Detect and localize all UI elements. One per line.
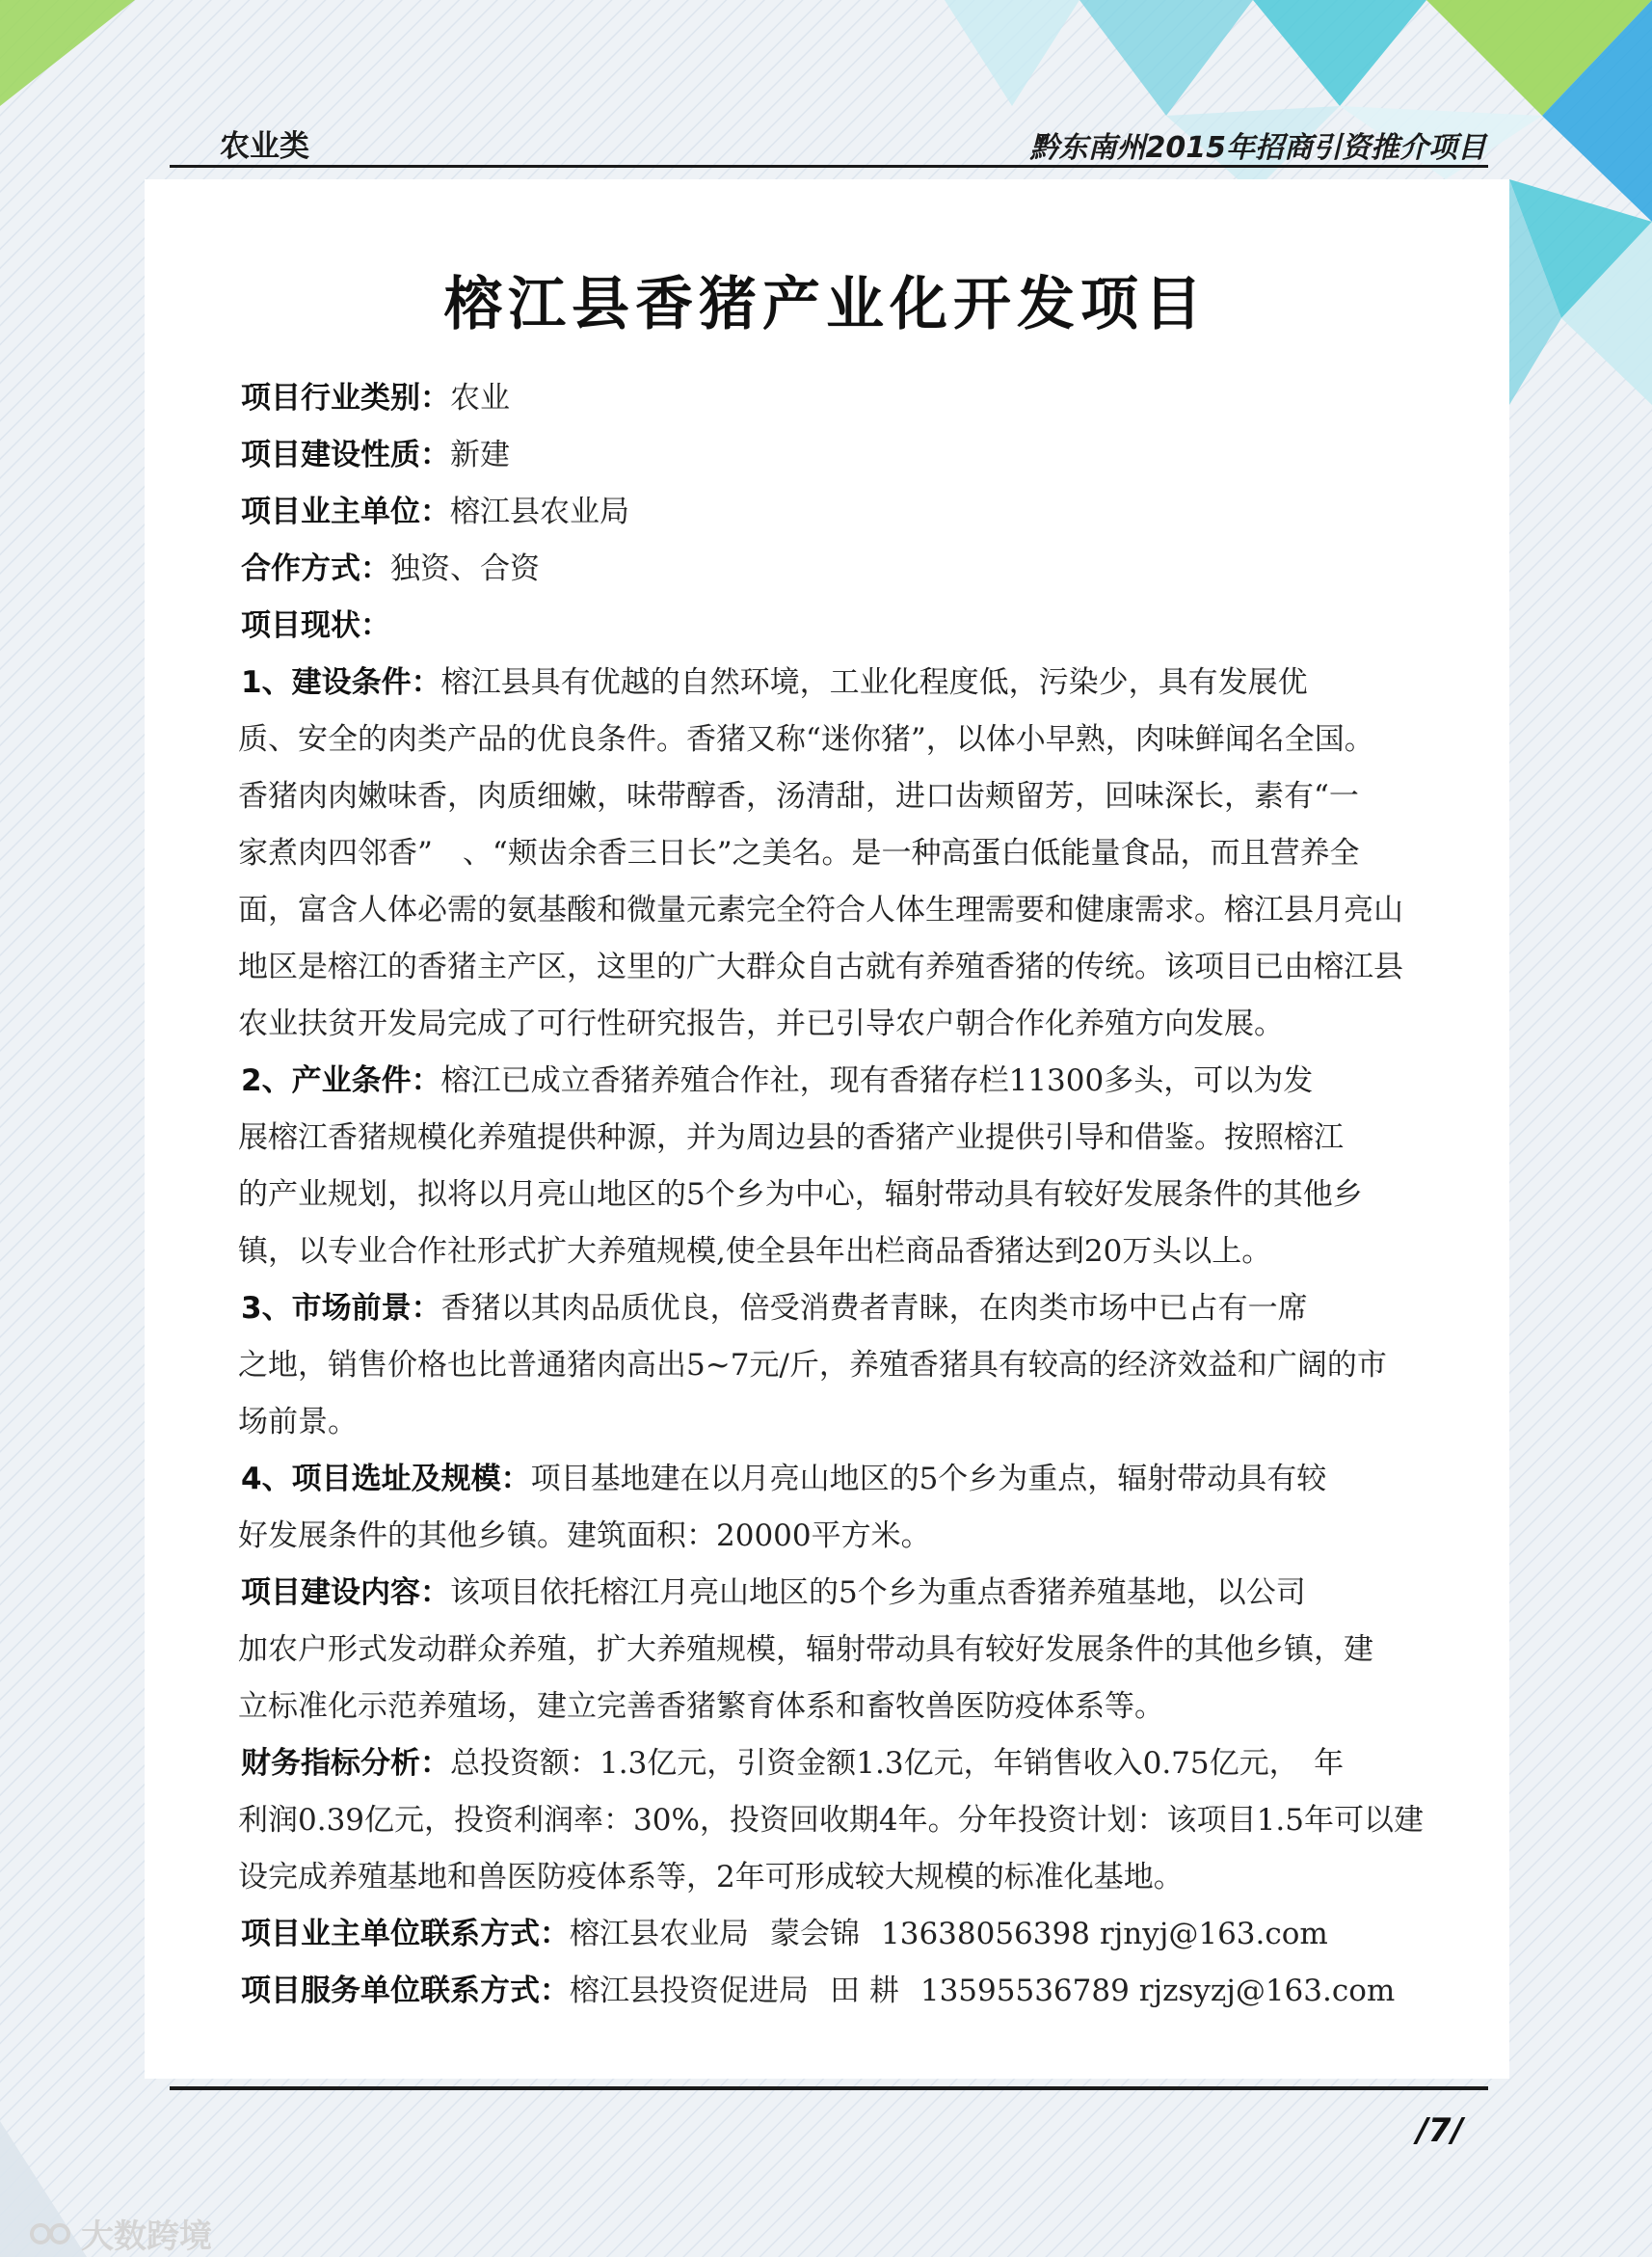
contact-owner: 项目业主单位联系方式：榕江县农业局 蒙会锦 13638056398 rjnyj@163.com bbox=[241, 1917, 1328, 1951]
section-industry-conditions: 2、产业条件：榕江已成立香猪养殖合作社，现有香猪存栏11300多头，可以为发 展榕江香猪规模化养殖提供种源，并为周边县的香猪产业提供引导和借鉴。按照榕江 的产业规划，拟将以月亮山地区的5个乡为中心，辐射带动具有较好发展条件的其他乡 镇，以专业合作社形式扩大养殖规模,使全县年出栏商品香猪达到20万头以上。 bbox=[238, 1063, 1363, 1269]
header-category: 农业类 bbox=[220, 129, 309, 164]
header-publication: 黔东南州2015年招商引资推介项目 bbox=[1029, 131, 1486, 165]
field-cooperation: 合作方式：独资、合资 bbox=[241, 551, 540, 586]
footer-rule bbox=[170, 2086, 1488, 2090]
watermark bbox=[29, 2210, 212, 2257]
email-link[interactable]: rjnyj@163.com bbox=[1099, 1917, 1328, 1951]
section-financial-analysis: 财务指标分析：总投资额：1.3亿元，引资金额1.3亿元，年销售收入0.75亿元， 年 利润0.39亿元，投资利润率：30%，投资回收期4年。分年投资计划：该项目1.5年可以建 设完成养殖基地和兽医防疫体系等，2年可形成较大规模的标准化基地。 bbox=[238, 1746, 1424, 1894]
field-owner: 项目业主单位：榕江县农业局 bbox=[241, 495, 629, 529]
document-body bbox=[238, 370, 1482, 2020]
field-nature: 项目建设性质：新建 bbox=[241, 438, 510, 472]
section-construction-content: 项目建设内容：该项目依托榕江月亮山地区的5个乡为重点香猪养殖基地，以公司 加农户形式发动群众养殖，扩大养殖规模，辐射带动具有较好发展条件的其他乡镇，建 立标准化示范养殖场，建立完善香猪繁育体系和畜牧兽医防疫体系等。 bbox=[238, 1575, 1373, 1724]
page-title: 榕江县香猪产业化开发项目 bbox=[444, 271, 1208, 338]
field-status: 项目现状： bbox=[241, 608, 390, 643]
section-construction-conditions: 1、建设条件：榕江县具有优越的自然环境，工业化程度低，污染少，具有发展优 质、安全的肉类产品的优良条件。香猪又称“迷你猪”，以体小早熟，肉味鲜闻名全国。 香猪肉肉嫩味香，肉质细嫩，味带醇香，汤清甜，进口齿颊留芳，回味深长，素有“一 家煮肉四邻香” 、“颊齿余香三日长”之美名。是一种高蛋白低能量食品，而且营养全 面，富含人体必需的氨基酸和微量元素完全符合人体生理需要和健康需求。榕江县月亮山 地区是榕江的香猪主产区，这里的广大群众自古就有养殖香猪的传统。该项目已由榕江县 农业扶贫开发局完成了可行性研究报告，并已引导农户朝合作化养殖方向发展。 bbox=[238, 665, 1403, 1041]
watermark-logo-icon bbox=[29, 2217, 73, 2250]
contact-service: 项目服务单位联系方式：榕江县投资促进局 田 耕 13595536789 rjzsyzj@163.com bbox=[241, 1974, 1396, 2008]
header-rule bbox=[170, 165, 1488, 168]
watermark-text: 大数跨境 bbox=[81, 2217, 212, 2256]
page-number: /7/ bbox=[1416, 2111, 1463, 2150]
section-market-prospect: 3、市场前景：香猪以其肉品质优良，倍受消费者青睐，在肉类市场中已占有一席 之地，销售价格也比普通猪肉高出5~7元/斤，养殖香猪具有较高的经济效益和广阔的市 场前景。 bbox=[238, 1291, 1387, 1439]
section-site-scale: 4、项目选址及规模：项目基地建在以月亮山地区的5个乡为重点，辐射带动具有较 好发展条件的其他乡镇。建筑面积：20000平方米。 bbox=[238, 1462, 1327, 1553]
field-industry: 项目行业类别：农业 bbox=[241, 381, 510, 416]
email-link[interactable]: rjzsyzj@163.com bbox=[1138, 1974, 1396, 2008]
